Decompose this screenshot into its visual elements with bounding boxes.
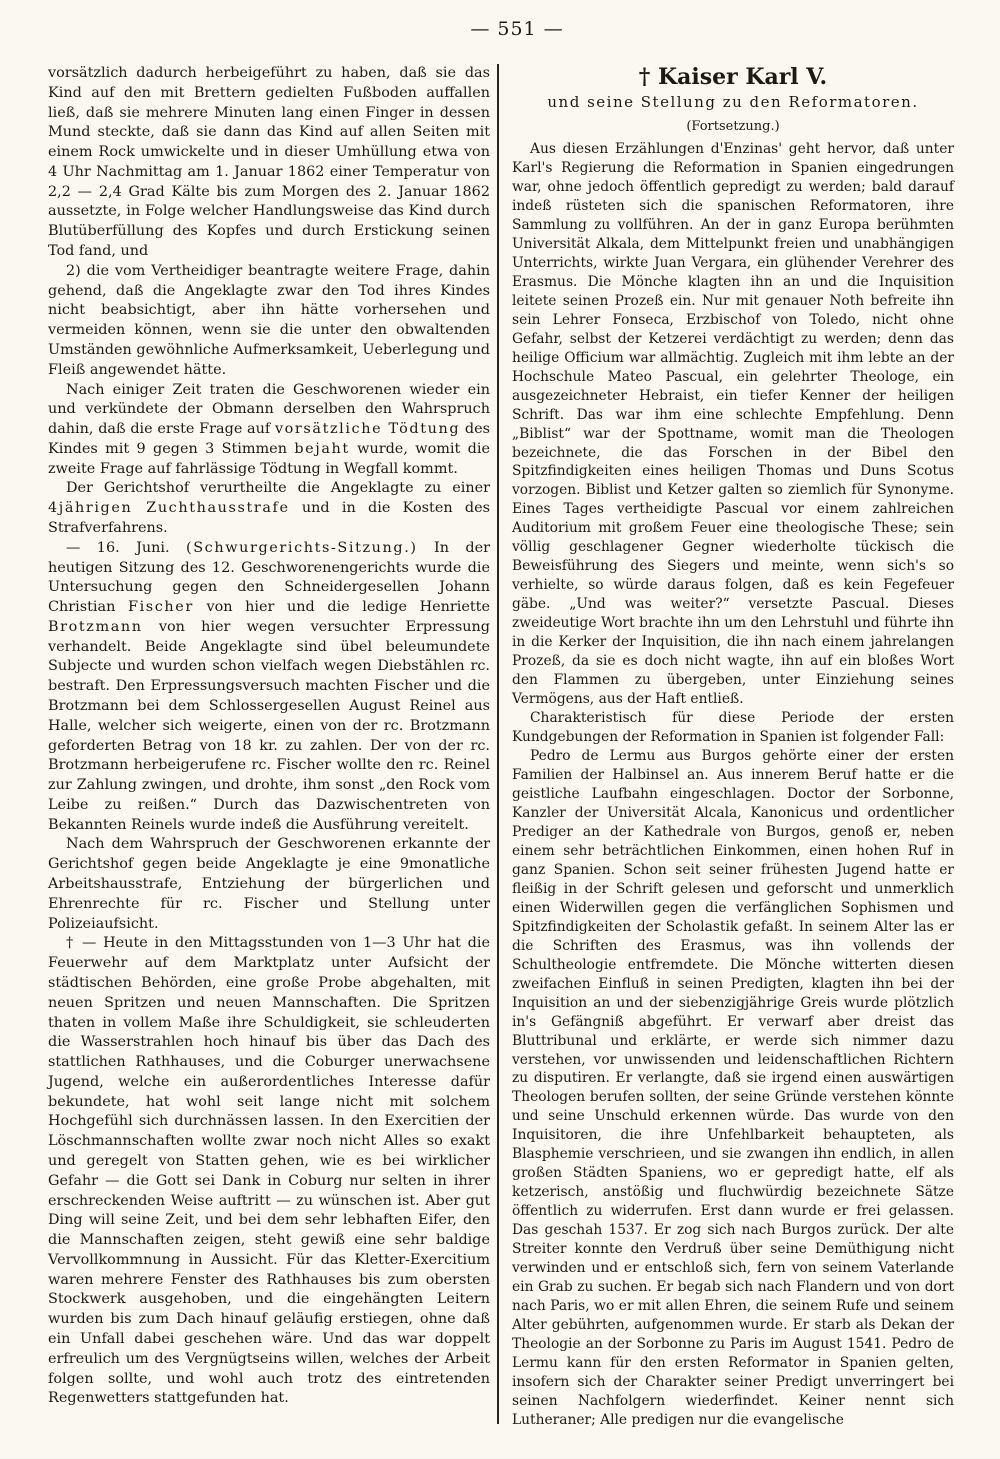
left-column	[48, 64, 490, 1409]
page-number: — 551 —	[470, 18, 564, 40]
text-span: — 16. Juni.	[66, 539, 186, 556]
continuation-note: (Fortsetzung.)	[686, 119, 780, 134]
right-column	[512, 64, 954, 1430]
article-subtitle: und seine Stellung zu den Reformatoren.	[547, 93, 919, 111]
text-span: von hier und die ledige Henriette	[193, 599, 490, 616]
column-divider	[497, 64, 499, 1424]
left-paragraph-2: 2) die vom Vertheidiger beantragte weitere Frage, dahin gehend, daß die Angeklagte zwar den Tod ihres Kindes nicht beabsichtigt, aber ihn hätte vorhersehen und vermeiden können, wenn sie die unter den obwaltenden Umständen gewöhnliche Aufmerksamkeit, Ueberlegung und Fleiß angewendet hätte.	[48, 262, 491, 378]
spaced-text: bejaht	[294, 440, 350, 457]
right-paragraph-2: Charakteristisch für diese Periode der ersten Kundgebungen der Reformation in Spanien ist folgender Fall:	[512, 710, 954, 746]
left-paragraph-5	[48, 539, 490, 836]
spaced-text: Fischer	[127, 599, 194, 616]
left-paragraph-4	[48, 479, 490, 538]
article-title: † Kaiser Karl V.	[638, 64, 828, 90]
text-span: wurde, womit die zweite Frage auf fahrlässige Tödtung in Wegfall kommt.	[48, 440, 490, 477]
left-paragraph-7: † — Heute in den Mittagsstunden von 1—3 Uhr hat die Feuerwehr auf dem Marktplatz unter Aufsicht der städtischen Behörden, eine große Probe abgehalten, mit neuen Spritzen und neuen Mannschaften. Die Spritzen thaten in vollem Maße ihre Schuldigkeit, sie schleuderten die Wasserstrahlen hoch hinauf bis über das Dach des stattlichen Rathhauses, und die Coburger unerwachsene Jugend, welche ein außerordentliches Interesse dafür bekundete, hat wohl seit lange nicht mit solchem Hochgefühl sich durchnässen lassen. In den Exercitien der Löschmannschaften wollte zwar noch nicht Alles so exakt und geregelt von Statten gehen, wie es bei wirklicher Gefahr — die Gott sei Dank in Coburg nur selten in ihrer erschreckenden Weise auftritt — zu wünschen ist. Aber gut Ding will seine Zeit, und bei dem sehr lebhaften Eifer, den die Mannschaften zeigen, steht gewiß eine sehr baldige Vervollkommnung in Aussicht. Für das Kletter-Exercitium waren mehrere Fenster des Rathhauses bis zum obersten Stockwerk ausgehoben, und die eingehängten Leitern wurden bis zum Dach hinauf geläufig erstiegen, ohne daß ein Unfall dabei geschehen wäre. Und das war doppelt erfreulich um des Vergnügtseins willen, welches der Arbeit folgen sollte, und wohl auch trotz des eintretenden Regenwetters stattgefunden hat.	[48, 935, 490, 1407]
left-paragraph-1: vorsätzlich dadurch herbeigeführt zu haben, daß sie das Kind auf den mit Brettern gedielten Fußboden auffallen ließ, daß sie mehrere Minuten lang einen Finger in dessen Mund steckte, daß sie dann das Kind auf allen Seiten mit einem Rock umwickelte und in dieser Umhüllung etwa von 4 Uhr Nachmittag am 1. Januar 1862 einer Temperatur von 2,2 — 2,4 Grad Kälte bis zum Morgen des 2. Januar 1862 aussetzte, in Folge welcher Handlungsweise das Kind durch Blutüberfüllung des Kopfes und durch Erstickung seinen Tod fand, und	[48, 65, 490, 260]
spaced-text: 4jährigen Zuchthausstrafe	[48, 500, 290, 517]
right-paragraph-1: Aus diesen Erzählungen d'Enzinas' geht hervor, daß unter Karl's Regierung die Reformation in Spanien eingedrungen war, ohne jedoch öffentlich gepredigt zu werden; bald darauf indeß rüsteten sich die spanischen Reformatoren, ihre Sammlung zu vollführen. An der in ganz Europa berühmten Universität Alkala, dem Mittelpunkt freien und unabhängigen Unterrichts, wirkte Juan Vergara, ein glühender Verehrer des Erasmus. Die Mönche klagten ihn an und die Inquisition leitete seinen Prozeß ein. Nur mit genauer Noth befreite ihn sein Lehrer Fonseca, Erzbischof von Toledo, nicht ohne Gefahr, selbst der Ketzerei verdächtigt zu werden; denn das heilige Officium war allmächtig. Zugleich mit ihm lebte an der Hochschule Mateo Pascual, ein gelehrter Theologe, ein ausgezeichneter Hebraist, ein tiefer Kenner der heiligen Schrift. Das war ihm eine schlechte Empfehlung. Denn „Biblist“ war der Spottname, womit man die Theologen bezeichnete, die das Forschen in der Bibel den Spitzfindigkeiten eines heiligen Thomas und Duns Scotus vorzogen. Biblist und Ketzer galten so ziemlich für Synonyme. Eines Tages vertheidigte Pascual vor einem zahlreichen Auditorium mit großem Feuer eine theologische These; sein völlig geschlagener Gegner wiederholte tückisch die Beweisführung des Siegers und meinte, wenn sich's so verhielte, so würde daraus folgen, daß es kein Fegefeuer gäbe. „Und was weiter?“ versetzte Pascual. Dieses zweideutige Wort brachte ihn um den Lehrstuhl und führte ihn in die Kerker der Inquisition, die ihn nach einem jahrelangen Prozeß, da sie es doch nicht wagte, ihn auf ein bloßes Wort den Flammen zu übergeben, unter Einziehung seines Vermögens, aus der Haft entließ.	[512, 141, 954, 708]
text-span: und in die Kosten des Strafverfahrens.	[48, 500, 490, 536]
spaced-text: Brotzmann	[48, 618, 143, 635]
spaced-text: (Schwurgerichts-Sitzung.)	[186, 539, 418, 556]
left-paragraph-6: Nach dem Wahrspruch der Geschworenen erkannte der Gerichtshof gegen beide Angeklagte je eine 9monatliche Arbeitshausstrafe, Entziehung der bürgerlichen und Ehrenrechte für rc. Fischer und Stellung unter Polizeiaufsicht.	[48, 836, 490, 932]
text-span: In der heutigen Sitzung des 12. Geschworenengerichts wurde die Untersuchung gegen den Schneidergesellen Johann Christian	[48, 539, 490, 616]
text-span: von hier wegen versuchter Erpressung verhandelt. Beide Angeklagte sind übel beleumundete Subjecte und wurden schon vielfach wegen Diebstählen rc. bestraft. Den Erpressungsversuch machten Fischer und die Brotzmann bei dem Schlossergesellen August Reinel aus Halle, welcher sich weigerte, einen von der rc. Brotzmann geforderten Betrag von 18 kr. zu zahlen. Der von der rc. Brotzmann herbeigerufene rc. Fischer wollte den rc. Reinel zur Zahlung zwingen, und drohte, ihm sonst „den Rock vom Leibe zu reißen.“ Durch das Dazwischentreten von Bekannten Reinels wurde indeß die Ausführung vereitelt.	[48, 618, 490, 833]
text-span: Der Gerichtshof verurtheilte die Angeklagte zu einer	[66, 480, 490, 497]
text-span: des Kindes mit 9 gegen 3 Stimmen	[48, 421, 490, 457]
spaced-text: vorsätzliche Tödtung	[274, 421, 461, 438]
text-span: Nach einiger Zeit traten die Geschworenen wieder ein und verkündete der Obmann derselben den Wahrspruch dahin, daß die erste Frage auf	[48, 381, 490, 438]
left-paragraph-3	[48, 381, 490, 480]
right-paragraph-3: Pedro de Lermu aus Burgos gehörte einer der ersten Familien der Halbinsel an. Aus innerem Beruf hatte er die geistliche Laufbahn eingeschlagen. Doctor der Sorbonne, Kanzler der Universität Alcala, Kanonicus und ordentlicher Prediger an der Kathedrale von Burgos, genoß er, neben einem sehr beträchtlichen Einkommen, einen hohen Ruf in ganz Spanien. Schon seit seiner frühesten Jugend hatte er fleißig in der Schrift gelesen und geforscht und unmerklich einen Widerwillen gegen die verfänglichen Sophismen und Spitzfindigkeiten der Scholastik gefaßt. In seinem Alter las er die Schriften des Erasmus, was ihn vollends der Schultheologie entfremdete. Die Mönche witterten diesen zweifachen Einfluß in seinen Predigten, klagten ihn bei der Inquisition an und der siebenzigjährige Greis wurde plötzlich in's Gefängniß abgeführt. Er verwarf aber dreist das Bluttribunal und erklärte, er werde sich nimmer dazu verstehen, vor unwissenden und leidenschaftlichen Richtern zu disputiren. Er verlangte, daß sie irgend einen auswärtigen Theologen berufen sollten, der seine Gründe verstehen könnte und seine Unschuld erkennen würde. Das wurde von den Inquisitoren, die ihre Unfehlbarkeit behaupteten, als Blasphemie verschrieen, und sie zwangen ihn endlich, in allen großen Städten Spaniens, wo er gepredigt hatte, elf als ketzerisch, anstößig und fluchwürdig bezeichnete Sätze öffentlich zu widerrufen. Erst dann wurde er frei gelassen. Das geschah 1537. Er zog sich nach Burgos zurück. Der alte Streiter konnte den Verdruß über seine Demüthigung nicht verwinden und er entschloß sich, fern von seinem Vaterlande ein Grab zu suchen. Er begab sich nach Flandern und von dort nach Paris, wo er mit allen Ehren, die seinem Rufe und seinem Alter gebührten, aufgenommen wurde. Er starb als Dekan der Theologie an der Sorbonne zu Paris im August 1541. Pedro de Lermu kann für den ersten Reformator in Spanien gelten, insofern sich der Charakter seiner Predigt unverringert bei seinen Nachfolgern wiederfindet. Keiner nennt sich Lutheraner; Alle predigen nur die evangelische	[512, 748, 954, 1428]
